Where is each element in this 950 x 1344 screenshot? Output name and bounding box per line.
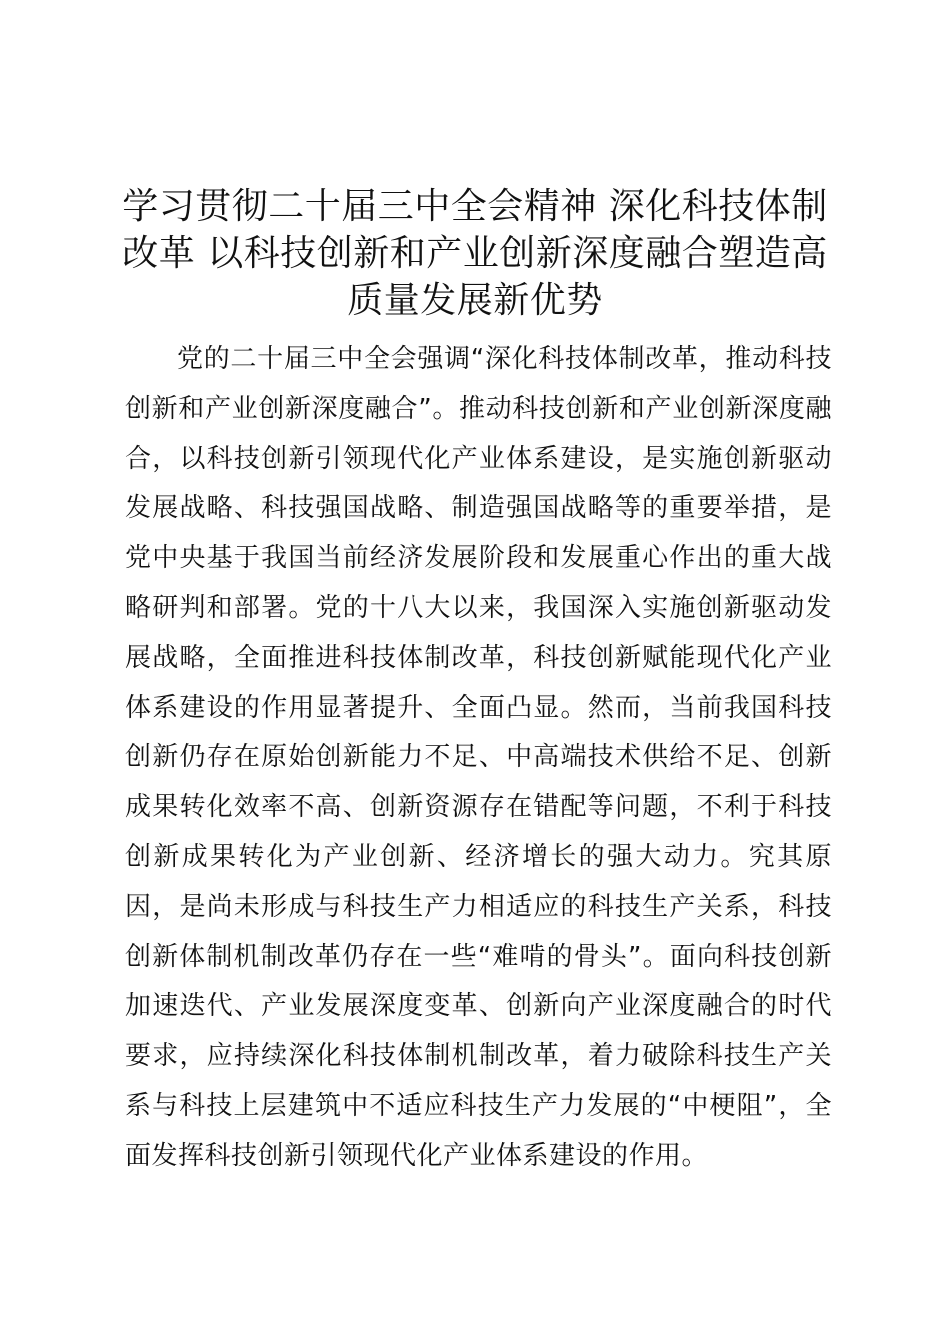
body-paragraph: 党的二十届三中全会强调“深化科技体制改革，推动科技创新和产业创新深度融合”。推动科技创新和产业创新深度融合，以科技创新引领现代化产业体系建设，是实施创新驱动发展战略、科技强国战略、制造强国战略等的重要举措，是党中央基于我国当前经济发展阶段和发展重心作出的重大战略研判和部署。党的十八大以来，我国深入实施创新驱动发展战略，全面推进科技体制改革，科技创新赋能现代化产业体系建设的作用显著提升、全面凸显。然而，当前我国科技创新仍存在原始创新能力不足、中高端技术供给不足、创新成果转化效率不高、创新资源存在错配等问题，不利于科技创新成果转化为产业创新、经济增长的强大动力。究其原因，是尚未形成与科技生产力相适应的科技生产关系，科技创新体制机制改革仍存在一些“难啃的骨头”。面向科技创新加速迭代、产业发展深度变革、创新向产业深度融合的时代要求，应持续深化科技体制机制改革，着力破除科技生产关系与科技上层建筑中不适应科技生产力发展的“中梗阻”，全面发挥科技创新引领现代化产业体系建设的作用。 bbox=[125, 344, 832, 1171]
document-title: 学习贯彻二十届三中全会精神 深化科技体制改革 以科技创新和产业创新深度融合塑造高质量发展新优势 bbox=[122, 186, 828, 321]
